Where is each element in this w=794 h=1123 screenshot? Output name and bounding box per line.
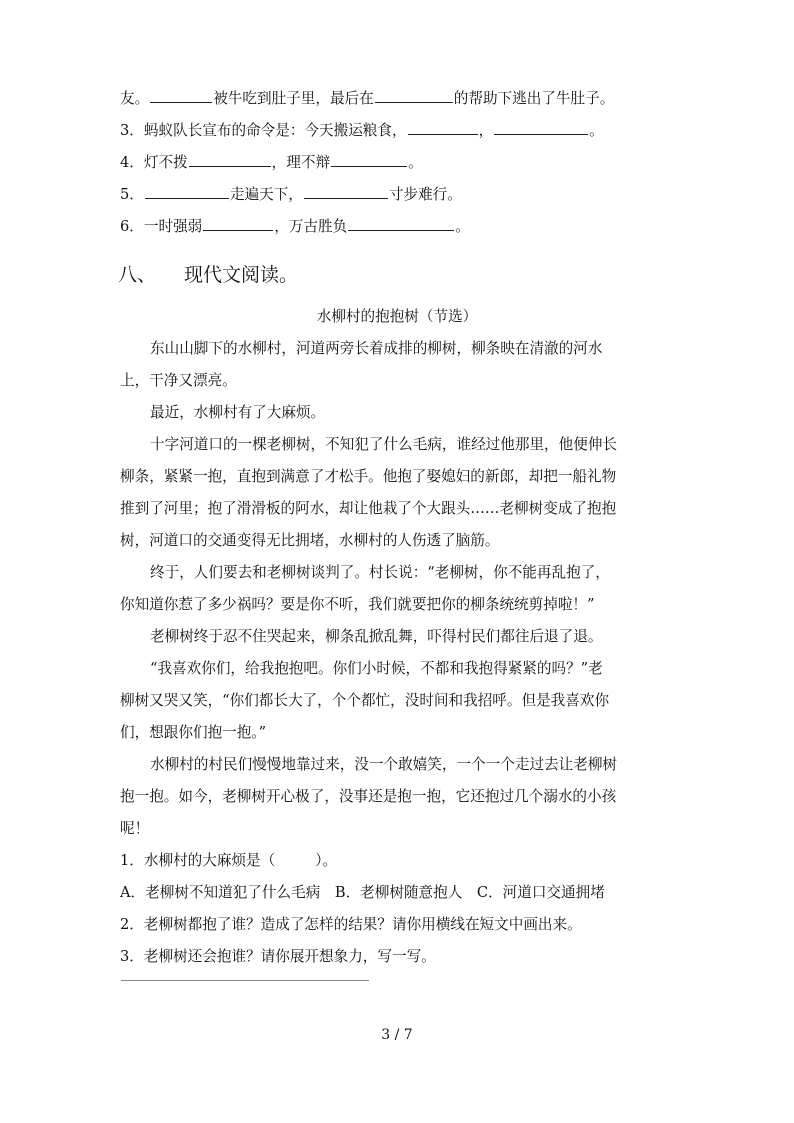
fill-question-4	[120, 152, 704, 174]
passage-line: 树，河道口的交通变得无比拥堵，水柳村的人伤透了脑筋。	[120, 532, 500, 549]
passage-line: 最近，水柳村有了大麻烦。	[150, 404, 326, 421]
fill-text: ，理不辩	[271, 154, 331, 171]
section-heading	[118, 262, 298, 288]
answer-blank[interactable]	[375, 88, 453, 103]
answer-blank[interactable]	[494, 120, 588, 135]
fill-question-5	[120, 184, 704, 206]
fill-text: 。	[589, 122, 604, 139]
reading-question-1	[120, 850, 704, 872]
passage-line: 十字河道口的一棵老柳树，不知犯了什么毛病，谁经过他那里，他便伸长	[150, 436, 618, 453]
passage-line: 上，干净又漂亮。	[120, 372, 237, 389]
answer-blank[interactable]	[331, 152, 407, 167]
passage-line: “我喜欢你们，给我抱抱吧。你们小时候，不都和我抱得紧紧的吗？”老	[150, 660, 603, 677]
fill-text: 4．灯不拨	[120, 154, 188, 171]
fill-text: 。	[408, 154, 423, 171]
fill-text: 走遍天下，	[229, 186, 303, 203]
answer-blank[interactable]	[348, 216, 454, 231]
passage-line: 水柳村的村民们慢慢地靠过来，没一个敢嬉笑，一个一个走过去让老柳树	[150, 756, 618, 773]
question-text: 1．水柳村的大麻烦是（	[120, 852, 276, 869]
reading-question-1-options: A．老柳树不知道犯了什么毛病 B．老柳树随意抱人 C．河道口交通拥堵	[120, 884, 605, 901]
answer-line[interactable]	[121, 980, 369, 981]
page-number: 3 / 7	[381, 1027, 413, 1043]
answer-blank[interactable]	[304, 184, 388, 199]
reading-question-3: 3．老柳树还会抱谁？请你展开想象力，写一写。	[120, 948, 436, 965]
fill-text: ，万古胜负	[274, 218, 348, 235]
fill-text: 寸步难行。	[388, 186, 462, 203]
fill-text: 友。	[120, 90, 150, 107]
passage-line: 推到了河里；抱了滑滑板的阿水，却让他栽了个大跟头……老柳树变成了抱抱	[120, 500, 617, 517]
passage-line: 终于，人们要去和老柳树谈判了。村长说：“老柳树，你不能再乱抱了，	[150, 564, 610, 581]
passage-line: 老柳树终于忍不住哭起来，柳条乱掀乱舞，吓得村民们都往后退了退。	[150, 628, 603, 645]
passage-line: 柳条，紧紧一抱，直抱到满意了才松手。他抱了娶媳妇的新郎，却把一船礼物	[120, 468, 617, 485]
answer-blank[interactable]	[145, 184, 229, 199]
answer-blank[interactable]	[203, 216, 273, 231]
fill-question-6	[120, 216, 704, 238]
passage-line: 呢！	[120, 820, 150, 837]
passage-line: 们，想跟你们抱一抱。”	[120, 724, 267, 741]
passage-line: 你知道你惹了多少祸吗？要是你不听，我们就要把你的柳条统统剪掉啦！”	[120, 596, 595, 613]
fill-text: 被牛吃到肚子里，最后在	[213, 90, 374, 107]
passage-line: 抱一抱。如今，老柳树开心极了，没事还是抱一抱，它还抱过几个溺水的小孩	[120, 788, 617, 805]
fill-text: 的帮助下逃出了牛肚子。	[453, 90, 615, 107]
fill-text: 5．	[120, 186, 144, 203]
question-text: ）。	[315, 852, 338, 869]
section-number: 八、	[118, 264, 157, 286]
fill-text: 。	[455, 218, 470, 235]
fill-line-1	[120, 88, 704, 110]
answer-blank[interactable]	[150, 88, 212, 103]
passage-title: 水柳村的抱抱树（节选）	[316, 308, 478, 325]
answer-blank[interactable]	[189, 152, 271, 167]
fill-text: 3．蚂蚁队长宣布的命令是：今天搬运粮食，	[120, 122, 407, 139]
passage-line: 柳树又哭又笑，“你们都长大了，个个都忙，没时间和我招呼。但是我喜欢你	[120, 692, 610, 709]
passage-line: 东山山脚下的水柳村，河道两旁长着成排的柳树，柳条映在清澈的河水	[150, 340, 603, 357]
reading-question-2: 2．老柳树都抱了谁？造成了怎样的结果？请你用横线在短文中画出来。	[120, 916, 582, 933]
fill-text: ，	[478, 122, 494, 139]
answer-blank[interactable]	[408, 120, 478, 135]
section-title: 现代文阅读。	[184, 264, 299, 286]
fill-text: 6．一时强弱	[120, 218, 203, 235]
fill-question-3	[120, 120, 704, 142]
